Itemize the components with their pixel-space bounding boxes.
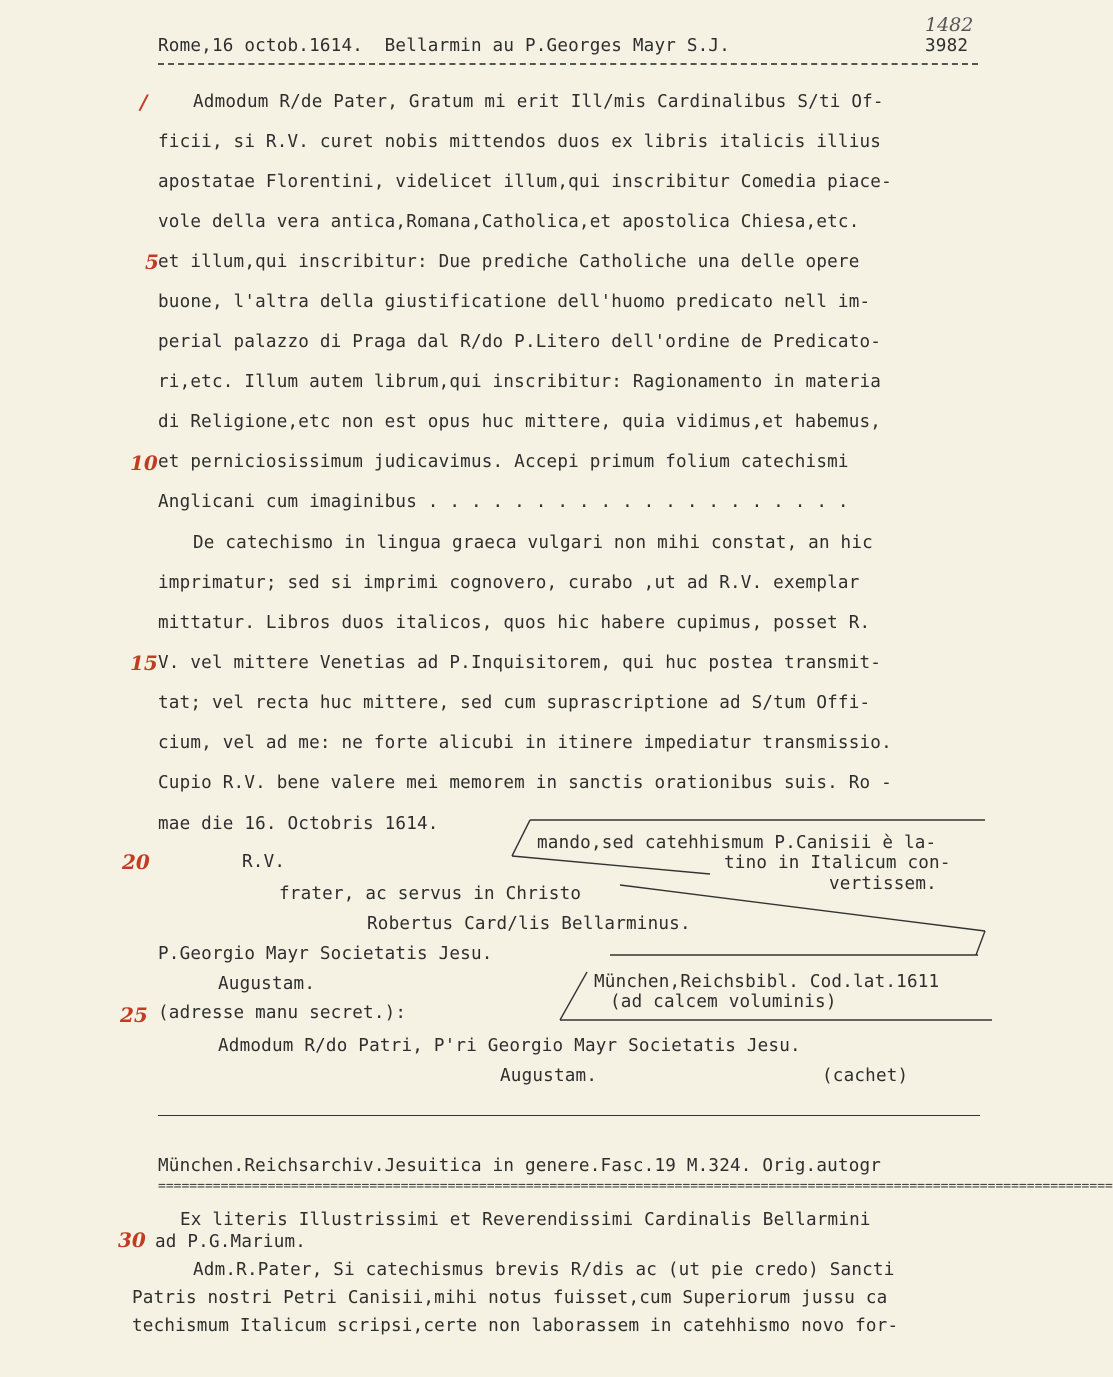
letter-line: perial palazzo di Praga dal R/do P.Litero dell'ordine de Predicato- xyxy=(158,332,882,352)
double-rule: ========================================================================================================================== xyxy=(158,1179,1113,1194)
page-number: 3982 xyxy=(925,36,969,56)
closing-adresse-note: (adresse manu secret.): xyxy=(158,1003,407,1023)
letter-line: De catechismo in lingua graeca vulgari non mihi constat, an hic xyxy=(193,533,873,553)
letter-line: Admodum R/de Pater, Gratum mi erit Ill/mis Cardinalibus S/ti Of- xyxy=(193,92,884,112)
line-number-10: 10 xyxy=(130,451,158,475)
line-number-1: / xyxy=(140,90,148,114)
letter-line: ficii, si R.V. curet nobis mittendos duos ex libris italicis illius xyxy=(158,132,882,152)
letter-line: mittatur. Libros duos italicos, quos hic habere cupimus, posset R. xyxy=(158,613,871,633)
line-number-15: 15 xyxy=(130,651,158,675)
letter-line: apostatae Florentini, videlicet illum,qui inscribitur Comedia piace- xyxy=(158,172,892,192)
excerpt-line: techismum Italicum scripsi,certe non laborassem in catehhismo novo for- xyxy=(132,1316,899,1336)
archive-citation: München.Reichsarchiv.Jesuitica in genere.Fasc.19 M.324. Orig.autogr xyxy=(158,1156,882,1176)
closing-frater: frater, ac servus in Christo xyxy=(279,884,582,904)
letter-line: buone, l'altra della giustificatione dell'huomo predicato nell im- xyxy=(158,292,871,312)
letter-line: ri,etc. Illum autem librum,qui inscribitur: Ragionamento in materia xyxy=(158,372,882,392)
line-number-25: 25 xyxy=(120,1003,148,1027)
note-box-line: tino in Italicum con- xyxy=(724,853,951,873)
excerpt-heading: Ex literis Illustrissimi et Reverendissimi Cardinalis Bellarmini xyxy=(180,1210,871,1230)
source-box-line: (ad calcem voluminis) xyxy=(610,992,837,1012)
line-number-5: 5 xyxy=(145,250,159,274)
line-number-30: 30 xyxy=(118,1228,146,1252)
note-box-line: vertissem. xyxy=(829,874,937,894)
letter-line: mae die 16. Octobris 1614. xyxy=(158,814,439,834)
closing-address-line: Admodum R/do Patri, P'ri Georgio Mayr Societatis Jesu. xyxy=(218,1036,801,1056)
closing-rv: R.V. xyxy=(242,852,286,872)
source-box-line: München,Reichsbibl. Cod.lat.1611 xyxy=(594,972,940,992)
closing-augustam: Augustam. xyxy=(218,974,316,994)
letter-line: imprimatur; sed si imprimi cognovero, curabo ,ut ad R.V. exemplar xyxy=(158,573,860,593)
letter-line: V. vel mittere Venetias ad P.Inquisitorem, qui huc postea transmit- xyxy=(158,653,882,673)
note-box-line: mando,sed catehhismum P.Canisii è la- xyxy=(537,833,937,853)
header-title: Rome,16 octob.1614. Bellarmin au P.Georges Mayr S.J. xyxy=(158,36,730,56)
letter-line: di Religione,etc non est opus huc mittere, quia vidimus,et habemus, xyxy=(158,412,882,432)
excerpt-heading: ad P.G.Marium. xyxy=(155,1232,307,1252)
letter-line: et illum,qui inscribitur: Due prediche Catholiche una delle opere xyxy=(158,252,860,272)
letter-line: Anglicani cum imaginibus . . . . . . . . . . . . . . . . . . . . xyxy=(158,492,849,512)
letter-line: vole della vera antica,Romana,Catholica,et apostolica Chiesa,etc. xyxy=(158,212,860,232)
excerpt-line: Patris nostri Petri Canisii,mihi notus fuisset,cum Superiorum jussu ca xyxy=(132,1288,888,1308)
letter-line: cium, vel ad me: ne forte alicubi in itinere impediatur transmissio. xyxy=(158,733,892,753)
closing-cachet: (cachet) xyxy=(822,1066,909,1086)
closing-signature: Robertus Card/lis Bellarminus. xyxy=(367,914,691,934)
line-number-20: 20 xyxy=(122,850,150,874)
closing-addressee: P.Georgio Mayr Societatis Jesu. xyxy=(158,944,493,964)
pencil-page-number: 1482 xyxy=(925,14,974,36)
section-rule xyxy=(158,1115,980,1116)
letter-line: Cupio R.V. bene valere mei memorem in sanctis orationibus suis. Ro - xyxy=(158,773,892,793)
closing-augustam-2: Augustam. xyxy=(500,1066,598,1086)
excerpt-line: Adm.R.Pater, Si catechismus brevis R/dis ac (ut pie credo) Sancti xyxy=(193,1260,895,1280)
letter-line: et perniciosissimum judicavimus. Accepi primum folium catechismi xyxy=(158,452,849,472)
letter-line: tat; vel recta huc mittere, sed cum suprascriptione ad S/tum Offi- xyxy=(158,693,871,713)
